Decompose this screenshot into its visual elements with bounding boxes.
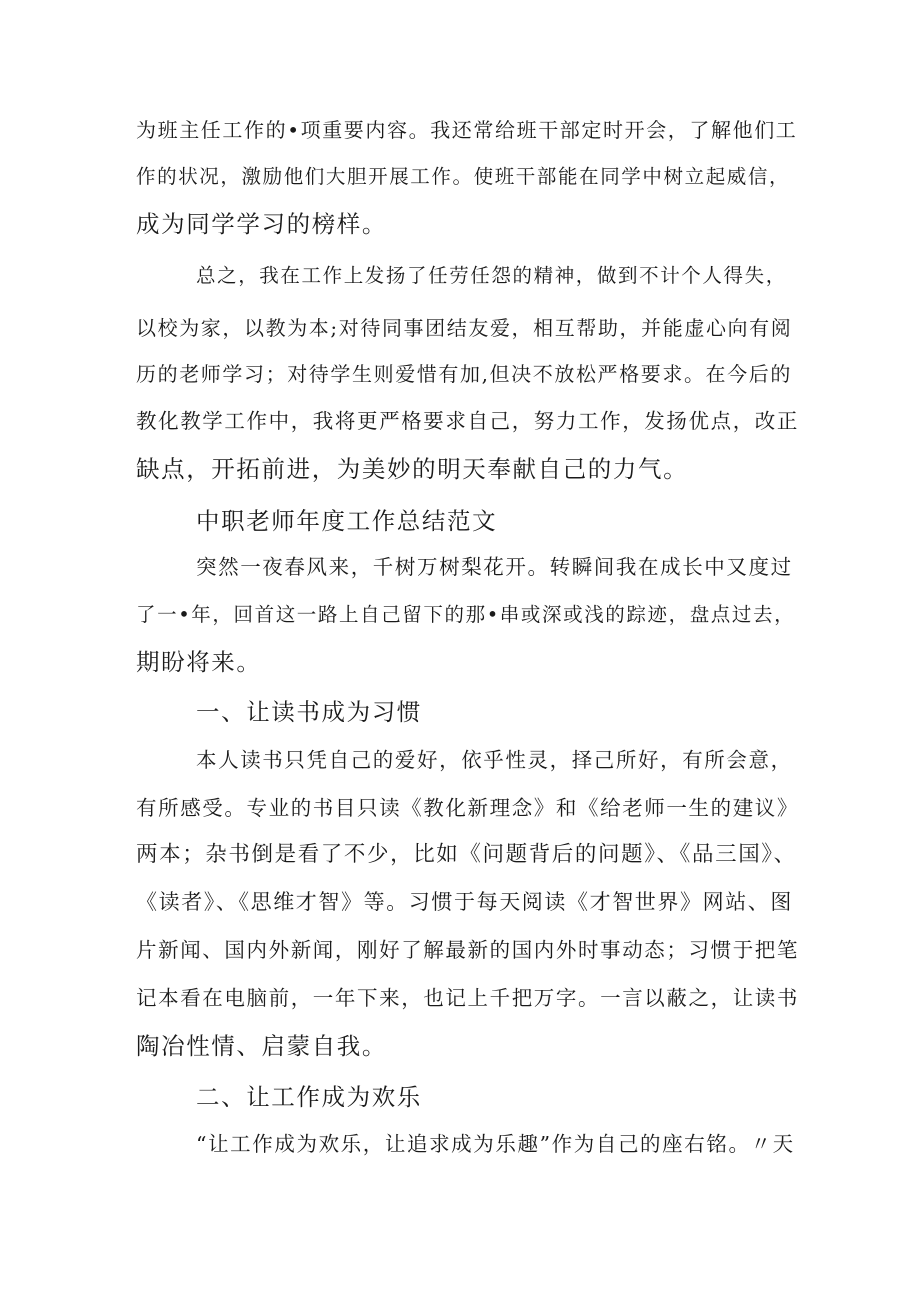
text-line: 缺点，开拓前进，为美妙的明天奉献自己的力气。 <box>136 455 689 483</box>
paragraph-start: 突然一夜春风来，千树万树梨花开。转瞬间我在成长中又度过 <box>196 555 793 579</box>
text-line: 两本；杂书倒是看了不少，比如《问题背后的问题》、《品三国》、 <box>136 842 797 867</box>
text-line: 有所感受。专业的书目只读《教化新理念》和《给老师一生的建议》 <box>136 796 799 820</box>
text-line: 成为同学学习的榜样。 <box>136 210 387 238</box>
heading-two: 二、让工作成为欢乐 <box>196 1083 422 1111</box>
text-line: 《读者》、《思维才智》等。习惯于每天阅读《才智世界》网站、图 <box>136 890 793 914</box>
text-line: 为班主任工作的•项重要内容。我还常给班干部定时开会，了解他们工 <box>136 118 798 142</box>
paragraph-start: 本人读书只凭自己的爱好，依乎性灵，择己所好，有所会意， <box>196 748 793 772</box>
section-title: 中职老师年度工作总结范文 <box>196 507 498 535</box>
text-line: 陶冶性情、启蒙自我。 <box>136 1032 387 1060</box>
heading-one: 一、让读书成为习惯 <box>196 698 422 726</box>
text-line: 片新闻、国内外新闻，刚好了解最新的国内外时事动态；习惯于把笔 <box>136 938 799 962</box>
text-line: 作的状况，激励他们大胆开展工作。使班干部能在同学中树立起威信， <box>136 165 791 188</box>
text-line: 历的老师学习；对待学生则爱惜有加,但决不放松严格要求。在今后的 <box>136 362 792 386</box>
text-line: 期盼将来。 <box>136 648 262 676</box>
text-line: 记本看在电脑前，一年下来，也记上千把万字。一言以蔽之，让读书 <box>136 986 799 1010</box>
text-line: 以校为家，以教为本;对待同事团结友爱，相互帮助，并能虚心向有阅 <box>136 316 793 340</box>
text-line: 教化教学工作中，我将更严格要求自己，努力工作，发扬优点，改正 <box>136 409 799 433</box>
paragraph-start: “让工作成为欢乐，让追求成为乐趣”作为自己的座右铭。〃天 <box>196 1132 795 1156</box>
paragraph-start: 总之，我在工作上发扬了任劳任怨的精神，做到不计个人得失， <box>196 264 787 287</box>
text-line: 了一•年，回首这一路上自己留下的那•串或深或浅的踪迹，盘点过去， <box>136 603 796 626</box>
